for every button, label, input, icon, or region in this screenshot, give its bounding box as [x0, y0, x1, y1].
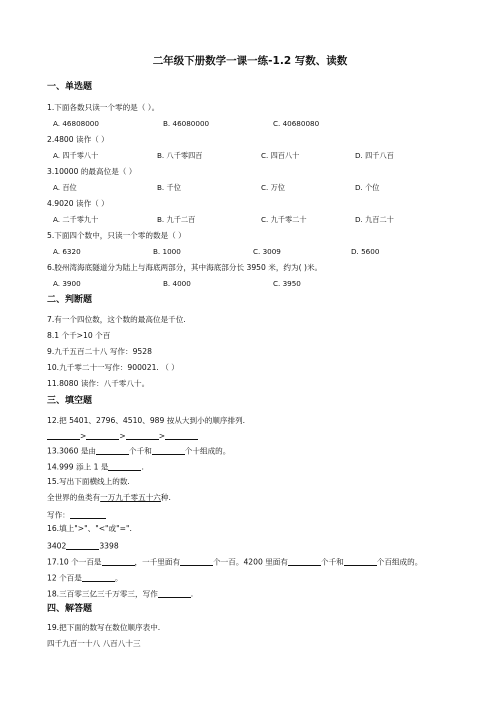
question-4-option-a: A. 二千零九十	[53, 215, 99, 224]
greater-than-sign: >	[119, 431, 126, 441]
question-1-option-c: C. 40680080	[273, 119, 320, 128]
question-3-option-b: B. 千位	[157, 183, 181, 192]
answer-blank[interactable]	[82, 573, 115, 582]
question-6-option-a: A. 3900	[53, 279, 81, 288]
question-17-text: 个百组成的。	[376, 557, 423, 567]
question-17-text: 个千和	[321, 557, 344, 567]
question-4-option-c: C. 九千零二十	[261, 215, 307, 224]
question-14	[47, 462, 144, 471]
compare-left-number: 3402	[47, 541, 67, 551]
answer-blank[interactable]	[180, 557, 213, 566]
question-4-stem: 4.9020 读作（ ）	[47, 199, 109, 208]
answer-blank[interactable]	[66, 541, 99, 550]
question-5-stem: 5.下面四个数中，只读一个零的数是（ ）	[47, 231, 186, 240]
question-5-option-c: C. 3009	[253, 247, 281, 256]
question-16-compare	[47, 541, 119, 550]
question-15-text: 全世界的鱼类有	[47, 493, 101, 502]
underlined-number-words: 一万九千零五十六	[100, 493, 161, 502]
question-15-text: 种.	[160, 493, 171, 502]
question-13-text: 13.3060 是由	[47, 446, 97, 456]
section-heading-single-choice: 一、单选题	[47, 82, 93, 92]
answer-blank[interactable]	[47, 431, 80, 440]
section-heading-fill-in: 三、填空题	[47, 396, 93, 406]
question-6-stem: 6.胶州湾海底隧道分为陆上与海底两部分，其中海底部分长 3950 米，约为( )米。	[47, 263, 323, 272]
question-6-option-c: C. 3950	[273, 279, 301, 288]
answer-blank[interactable]	[344, 557, 377, 566]
question-17-text: 17.10 个一百是	[47, 557, 102, 567]
write-label: 写作：	[47, 510, 70, 520]
question-3-option-d: D. 个位	[355, 183, 380, 192]
question-17-text: ，一千里面有	[134, 557, 181, 567]
question-6-option-b: B. 4000	[163, 279, 191, 288]
question-19-numbers: 四千九百一十八 八百八十三	[47, 639, 141, 648]
answer-blank[interactable]	[86, 431, 119, 440]
question-2-option-d: D. 四千八百	[355, 151, 394, 160]
greater-than-sign: >	[80, 431, 87, 441]
question-9: 9.九千五百二十八 写作：9528	[47, 347, 152, 356]
question-14-text: 14.999 添上 1 是	[47, 462, 109, 472]
answer-blank[interactable]	[96, 446, 129, 455]
question-13	[47, 446, 230, 455]
question-1-option-b: B. 46080000	[163, 119, 210, 128]
question-17-text: 个一百。4200 里面有	[213, 557, 288, 567]
question-17	[47, 557, 422, 566]
page-title: 二年级下册数学一课一练-1.2 写数、读数	[152, 55, 348, 67]
answer-blank[interactable]	[70, 510, 106, 519]
question-13-text: 个十组成的。	[184, 446, 231, 456]
question-16-stem: 16.填上">"、"<"或"=".	[47, 524, 132, 533]
question-11: 11.8080 读作：八千零八十。	[47, 379, 150, 388]
section-heading-true-false: 二、判断题	[47, 295, 93, 305]
question-3-option-a: A. 百位	[53, 183, 77, 192]
answer-blank[interactable]	[108, 462, 144, 472]
greater-than-sign: >	[158, 431, 166, 441]
question-3-stem: 3.10000 的最高位是（ ）	[47, 167, 137, 176]
question-2-option-b: B. 八千零四百	[157, 151, 203, 160]
answer-blank[interactable]	[165, 431, 198, 440]
question-1-stem: 1.下面各数只读一个零的是（ ）。	[47, 103, 160, 112]
question-4-option-b: B. 九千二百	[157, 215, 196, 224]
question-17-continued	[47, 573, 122, 582]
question-2-option-c: C. 四百八十	[261, 151, 300, 160]
question-5-option-d: D. 5600	[351, 247, 380, 256]
question-17-text: 。	[114, 573, 123, 583]
question-13-text: 个千和	[129, 446, 152, 456]
question-12-stem: 12.把 5401、2796、4510、989 按从大到小的顺序排列.	[47, 416, 246, 425]
question-17-text: 12 个百是	[47, 573, 82, 583]
answer-blank[interactable]	[158, 589, 194, 599]
question-18-text: .	[190, 589, 194, 599]
question-18-text: 18.三百零三亿三千万零三，写作	[47, 589, 158, 599]
question-14-text: .	[141, 462, 144, 472]
answer-blank[interactable]	[126, 431, 159, 440]
question-2-stem: 2.4800 读作（ ）	[47, 135, 109, 144]
question-4-option-d: D. 九百二十	[355, 215, 394, 224]
section-heading-answer: 四、解答题	[47, 604, 93, 614]
question-10: 10.九千零二十一写作：900021. （ ）	[47, 363, 179, 372]
question-5-option-a: A. 6320	[53, 247, 81, 256]
question-5-option-b: B. 1000	[153, 247, 181, 256]
question-15-stem: 15.写出下面横线上的数.	[47, 477, 130, 486]
answer-blank[interactable]	[102, 557, 135, 566]
question-8: 8.1 个千>10 个百	[47, 331, 111, 340]
question-3-option-c: C. 万位	[261, 183, 285, 192]
question-18	[47, 589, 193, 598]
compare-right-number: 3398	[99, 541, 119, 551]
question-15-write	[47, 510, 106, 519]
question-15-sentence	[47, 494, 171, 502]
answer-blank[interactable]	[288, 557, 321, 566]
question-1-option-a: A. 46808000	[53, 119, 99, 128]
question-7: 7.有一个四位数，这个数的最高位是千位.	[47, 315, 186, 324]
question-2-option-a: A. 四千零八十	[53, 151, 99, 160]
question-12-answer-line	[47, 431, 198, 440]
answer-blank[interactable]	[152, 446, 185, 455]
question-19-stem: 19.把下面的数写在数位顺序表中.	[47, 623, 161, 632]
